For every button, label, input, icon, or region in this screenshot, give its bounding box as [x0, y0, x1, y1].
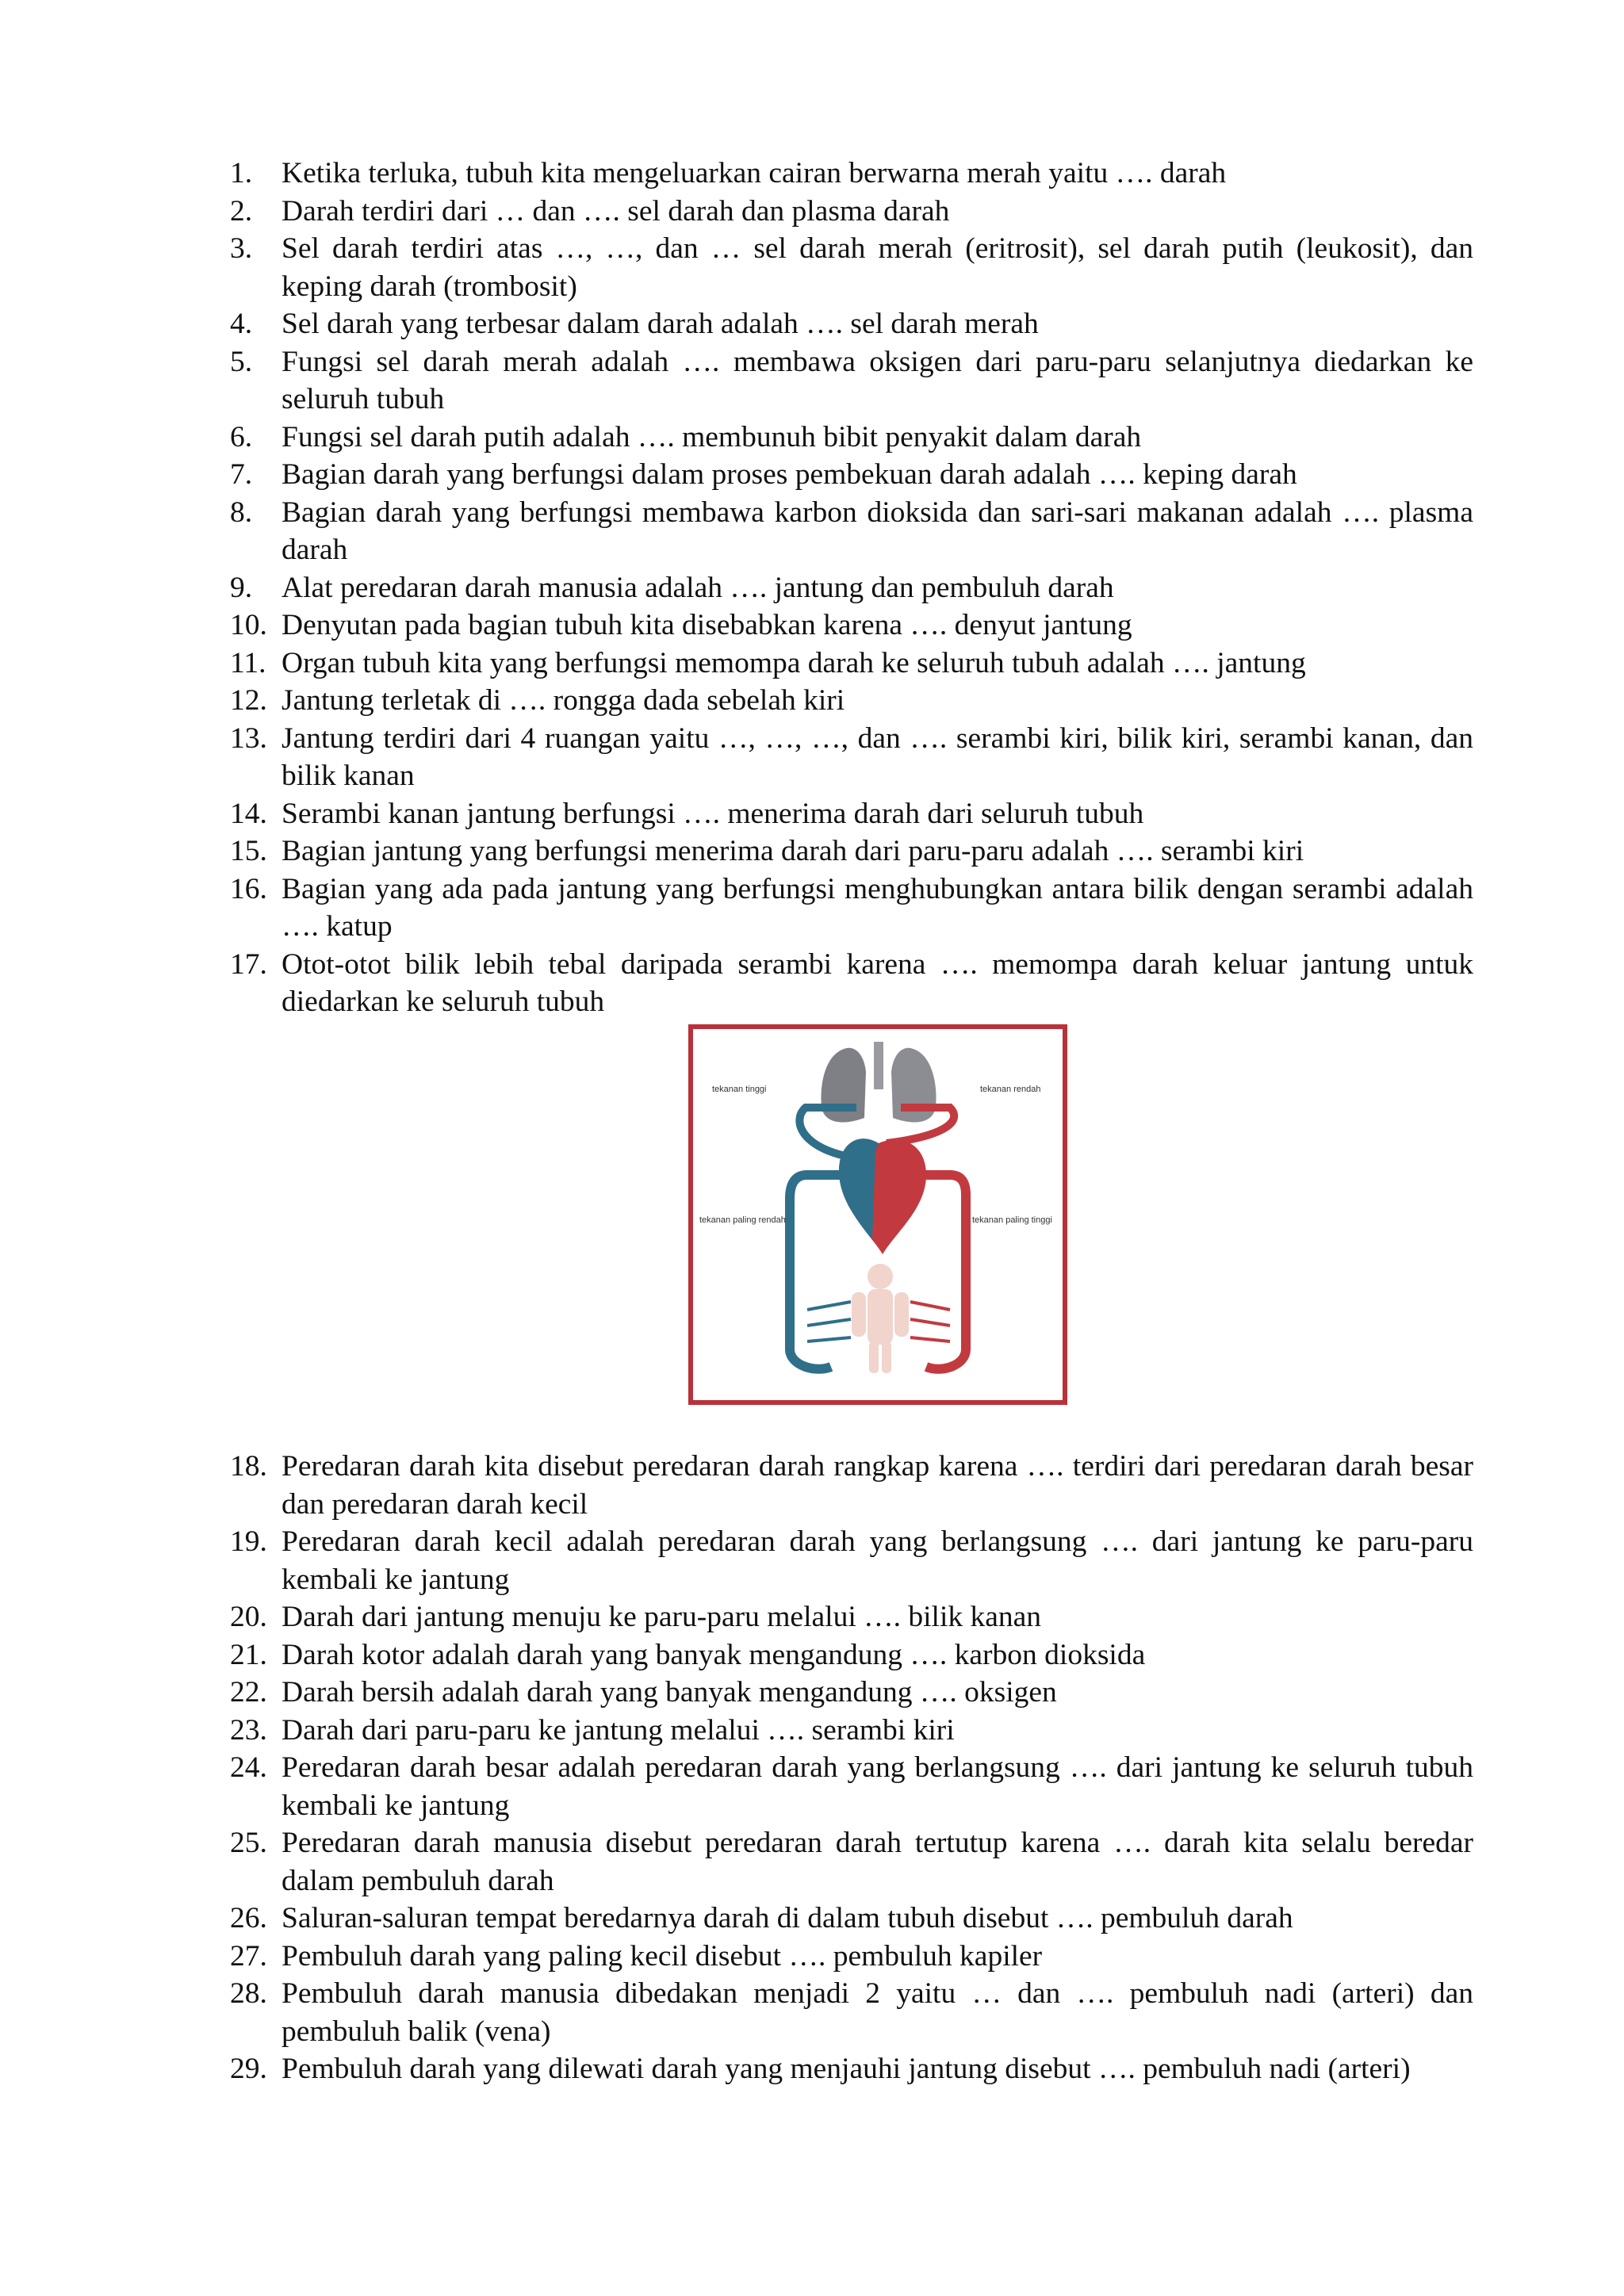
- question-item: [0, 1975, 1624, 2050]
- question-list-part2: [0, 1448, 1624, 2088]
- question-item: [0, 230, 1624, 305]
- question-text: Sel darah yang terbesar dalam darah adalah …. sel darah merah: [282, 308, 1039, 340]
- question-text: Pembuluh darah yang dilewati darah yang menjauhi jantung disebut …. pembuluh nadi (arteri): [282, 2053, 1411, 2085]
- question-text: Darah dari jantung menuju ke paru-paru melalui …. bilik kanan: [282, 1601, 1042, 1633]
- label-top-right: tekanan rendah: [980, 1085, 1041, 1094]
- question-item: [0, 419, 1624, 457]
- question-number: 8.: [230, 496, 253, 529]
- question-number: 21.: [230, 1638, 267, 1671]
- question-number: 7.: [230, 458, 253, 491]
- question-text: Darah bersih adalah darah yang banyak mengandung …. oksigen: [282, 1676, 1057, 1709]
- question-item: [0, 494, 1624, 569]
- question-number: 5.: [230, 345, 253, 378]
- question-item: [0, 682, 1624, 720]
- question-number: 12.: [230, 684, 267, 717]
- question-number: 27.: [230, 1939, 267, 1973]
- question-number: 22.: [230, 1676, 267, 1709]
- question-text: Pembuluh darah manusia dibedakan menjadi 2 yaitu … dan …. pembuluh nadi (arteri) dan pembuluh balik (vena): [282, 1977, 1473, 2048]
- question-item: [0, 1900, 1624, 1938]
- question-number: 11.: [230, 646, 266, 679]
- question-text: Jantung terdiri dari 4 ruangan yaitu …, …, …, dan …. serambi kiri, bilik kiri, serambi kanan, dan bilik kanan: [282, 721, 1473, 792]
- question-item: [0, 569, 1624, 607]
- question-item: [0, 1598, 1624, 1636]
- question-text: Bagian jantung yang berfungsi menerima darah dari paru-paru adalah …. serambi kiri: [282, 835, 1304, 867]
- question-number: 24.: [230, 1751, 267, 1784]
- question-text: Saluran-saluran tempat beredarnya darah di dalam tubuh disebut …. pembuluh darah: [282, 1902, 1293, 1934]
- question-number: 1.: [230, 157, 253, 189]
- question-item: [0, 1712, 1624, 1750]
- question-item: [0, 305, 1624, 343]
- question-number: 19.: [230, 1525, 267, 1558]
- label-mid-right: tekanan paling tinggi: [972, 1215, 1052, 1225]
- question-number: 18.: [230, 1450, 267, 1483]
- question-text: Fungsi sel darah putih adalah …. membunuh bibit penyakit dalam darah: [282, 420, 1142, 453]
- label-top-left: tekanan tinggi: [712, 1085, 767, 1094]
- question-item: [0, 1636, 1624, 1674]
- question-item: [0, 795, 1624, 833]
- question-item: [0, 1448, 1624, 1523]
- question-text: Peredaran darah besar adalah peredaran darah yang berlangsung …. dari jantung ke seluruh tubuh kembali ke jantung: [282, 1751, 1473, 1822]
- question-item: [0, 343, 1624, 419]
- question-item: [0, 1824, 1624, 1900]
- question-item: [0, 155, 1624, 193]
- question-text: Peredaran darah manusia disebut peredaran darah tertutup karena …. darah kita selalu beredar dalam pembuluh darah: [282, 1827, 1473, 1897]
- question-text: Ketika terluka, tubuh kita mengeluarkan cairan berwarna merah yaitu …. darah: [282, 157, 1227, 189]
- question-item: [0, 720, 1624, 795]
- question-item: [0, 871, 1624, 946]
- question-item: [0, 946, 1624, 1021]
- question-text: Bagian yang ada pada jantung yang berfungsi menghubungkan antara bilik dengan serambi adalah …. katup: [282, 872, 1473, 943]
- question-number: 16.: [230, 872, 267, 905]
- question-text: Denyutan pada bagian tubuh kita disebabkan karena …. denyut jantung: [282, 609, 1132, 641]
- question-number: 13.: [230, 721, 267, 755]
- question-number: 2.: [230, 194, 253, 228]
- question-number: 14.: [230, 797, 267, 830]
- question-list-part1: [0, 155, 1624, 1021]
- question-text: Jantung terletak di …. rongga dada sebelah kiri: [282, 684, 845, 717]
- question-number: 28.: [230, 1977, 267, 2010]
- question-item: [0, 2050, 1624, 2088]
- question-number: 3.: [230, 232, 253, 265]
- question-text: Darah terdiri dari … dan …. sel darah dan plasma darah: [282, 194, 950, 228]
- question-text: Alat peredaran darah manusia adalah …. jantung dan pembuluh darah: [282, 571, 1114, 604]
- question-number: 29.: [230, 2053, 267, 2085]
- question-number: 20.: [230, 1601, 267, 1633]
- question-text: Peredaran darah kita disebut peredaran darah rangkap karena …. terdiri dari peredaran darah besar dan peredaran darah kecil: [282, 1450, 1473, 1521]
- question-item: [0, 1523, 1624, 1598]
- question-text: Bagian darah yang berfungsi membawa karbon dioksida dan sari-sari makanan adalah …. plasma darah: [282, 496, 1473, 566]
- question-number: 26.: [230, 1902, 267, 1934]
- question-item: [0, 1674, 1624, 1712]
- question-number: 25.: [230, 1827, 267, 1859]
- question-text: Serambi kanan jantung berfungsi …. menerima darah dari seluruh tubuh: [282, 797, 1144, 830]
- question-number: 15.: [230, 835, 267, 867]
- question-item: [0, 832, 1624, 871]
- label-mid-left: tekanan paling rendah: [699, 1215, 786, 1225]
- question-item: [0, 456, 1624, 494]
- question-text: Bagian darah yang berfungsi dalam proses pembekuan darah adalah …. keping darah: [282, 458, 1297, 491]
- question-item: [0, 607, 1624, 645]
- question-item: [0, 1938, 1624, 1976]
- question-text: Organ tubuh kita yang berfungsi memompa darah ke seluruh tubuh adalah …. jantung: [282, 646, 1306, 679]
- question-text: Otot-otot bilik lebih tebal daripada serambi karena …. memompa darah keluar jantung untuk diedarkan ke seluruh tubuh: [282, 947, 1473, 1018]
- question-text: Sel darah terdiri atas …, …, dan … sel darah merah (eritrosit), sel darah putih (leukosit), dan keping darah (trombosit): [282, 232, 1473, 303]
- question-number: 9.: [230, 571, 253, 604]
- question-text: Fungsi sel darah merah adalah …. membawa oksigen dari paru-paru selanjutnya diedarkan ke seluruh tubuh: [282, 345, 1473, 415]
- question-item: [0, 645, 1624, 683]
- question-text: Peredaran darah kecil adalah peredaran darah yang berlangsung …. dari jantung ke paru-paru kembali ke jantung: [282, 1525, 1473, 1596]
- question-number: 17.: [230, 947, 267, 981]
- question-number: 10.: [230, 609, 267, 641]
- question-text: Darah dari paru-paru ke jantung melalui …. serambi kiri: [282, 1713, 955, 1747]
- question-number: 6.: [230, 420, 253, 453]
- circulation-illustration: [688, 1024, 1067, 1405]
- question-number: 4.: [230, 308, 253, 340]
- question-item: [0, 193, 1624, 231]
- question-text: Darah kotor adalah darah yang banyak mengandung …. karbon dioksida: [282, 1638, 1146, 1671]
- question-number: 23.: [230, 1713, 267, 1747]
- blood-circulation-diagram: [688, 1024, 1067, 1405]
- question-text: Pembuluh darah yang paling kecil disebut …. pembuluh kapiler: [282, 1939, 1043, 1973]
- question-item: [0, 1749, 1624, 1824]
